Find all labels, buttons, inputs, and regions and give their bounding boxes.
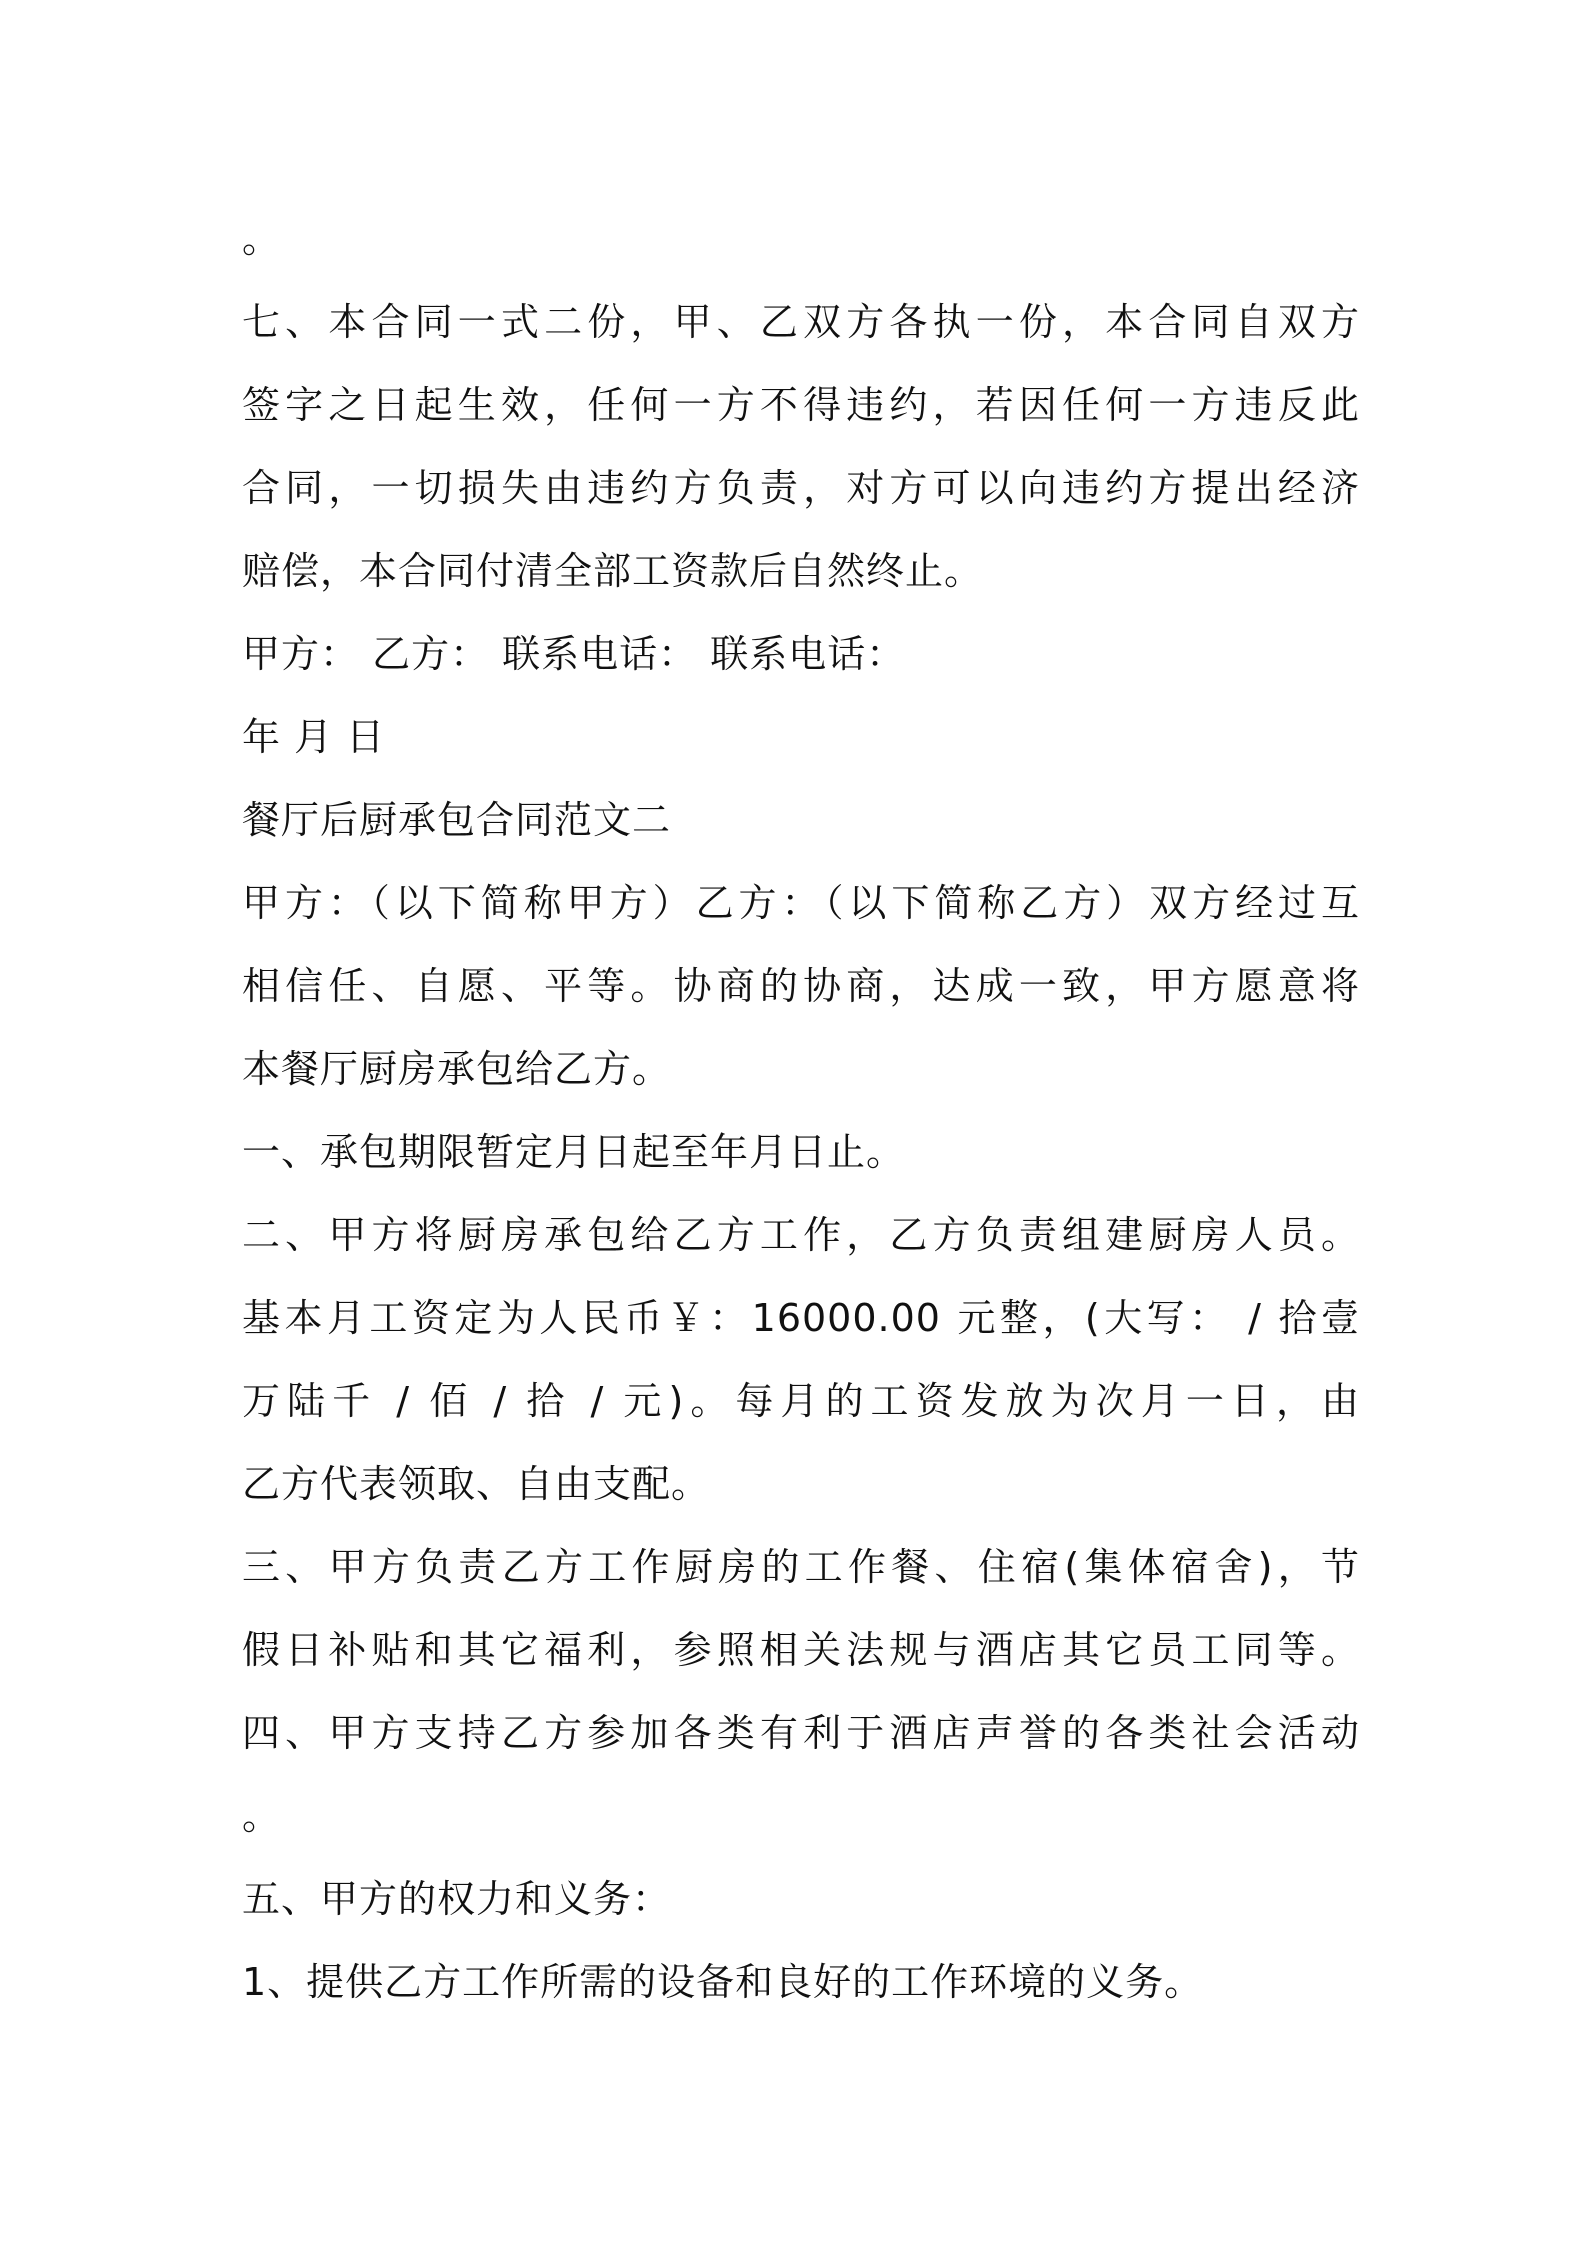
text-line: 基本月工资定为人民币￥：16000.00 元整，(大写： / 拾壹 <box>242 1296 1360 1340</box>
document-body <box>242 198 1360 2024</box>
text-line: 赔偿，本合同付清全部工资款后自然终止。 <box>242 549 984 593</box>
clause-line: 一、承包期限暂定月日起至年月日止。 <box>242 1130 906 1174</box>
text-line: 本餐厅厨房承包给乙方。 <box>242 1047 672 1091</box>
signature-fields-line: 甲方： 乙方： 联系电话： 联系电话： <box>242 632 906 676</box>
text-line: 甲方：（以下简称甲方）乙方：（以下简称乙方）双方经过互 <box>242 881 1360 925</box>
clause-line: 五、甲方的权力和义务： <box>242 1877 672 1921</box>
clause-line: 二、甲方将厨房承包给乙方工作，乙方负责组建厨房人员。 <box>242 1213 1360 1257</box>
clause-line: 1、提供乙方工作所需的设备和良好的工作环境的义务。 <box>242 1960 1204 2004</box>
text-line: 签字之日起生效，任何一方不得违约，若因任何一方违反此 <box>242 383 1360 427</box>
text-line: 假日补贴和其它福利，参照相关法规与酒店其它员工同等。 <box>242 1628 1360 1672</box>
section-title: 餐厅后厨承包合同范文二 <box>242 798 672 842</box>
text-line: 合同，一切损失由违约方负责，对方可以向违约方提出经济 <box>242 466 1360 510</box>
text-line: 。 <box>242 217 282 261</box>
clause-line: 四、甲方支持乙方参加各类有利于酒店声誉的各类社会活动 <box>242 1711 1360 1755</box>
text-line: 乙方代表领取、自由支配。 <box>242 1462 711 1506</box>
text-line: 七、本合同一式二份，甲、乙双方各执一份，本合同自双方 <box>242 300 1360 344</box>
date-line: 年 月 日 <box>242 715 386 759</box>
text-line: 万陆千 / 佰 / 拾 / 元)。每月的工资发放为次月一日，由 <box>242 1379 1360 1423</box>
clause-line: 三、甲方负责乙方工作厨房的工作餐、住宿(集体宿舍)，节 <box>242 1545 1360 1589</box>
text-line: 。 <box>242 1794 282 1838</box>
text-line: 相信任、自愿、平等。协商的协商，达成一致，甲方愿意将 <box>242 964 1360 1008</box>
